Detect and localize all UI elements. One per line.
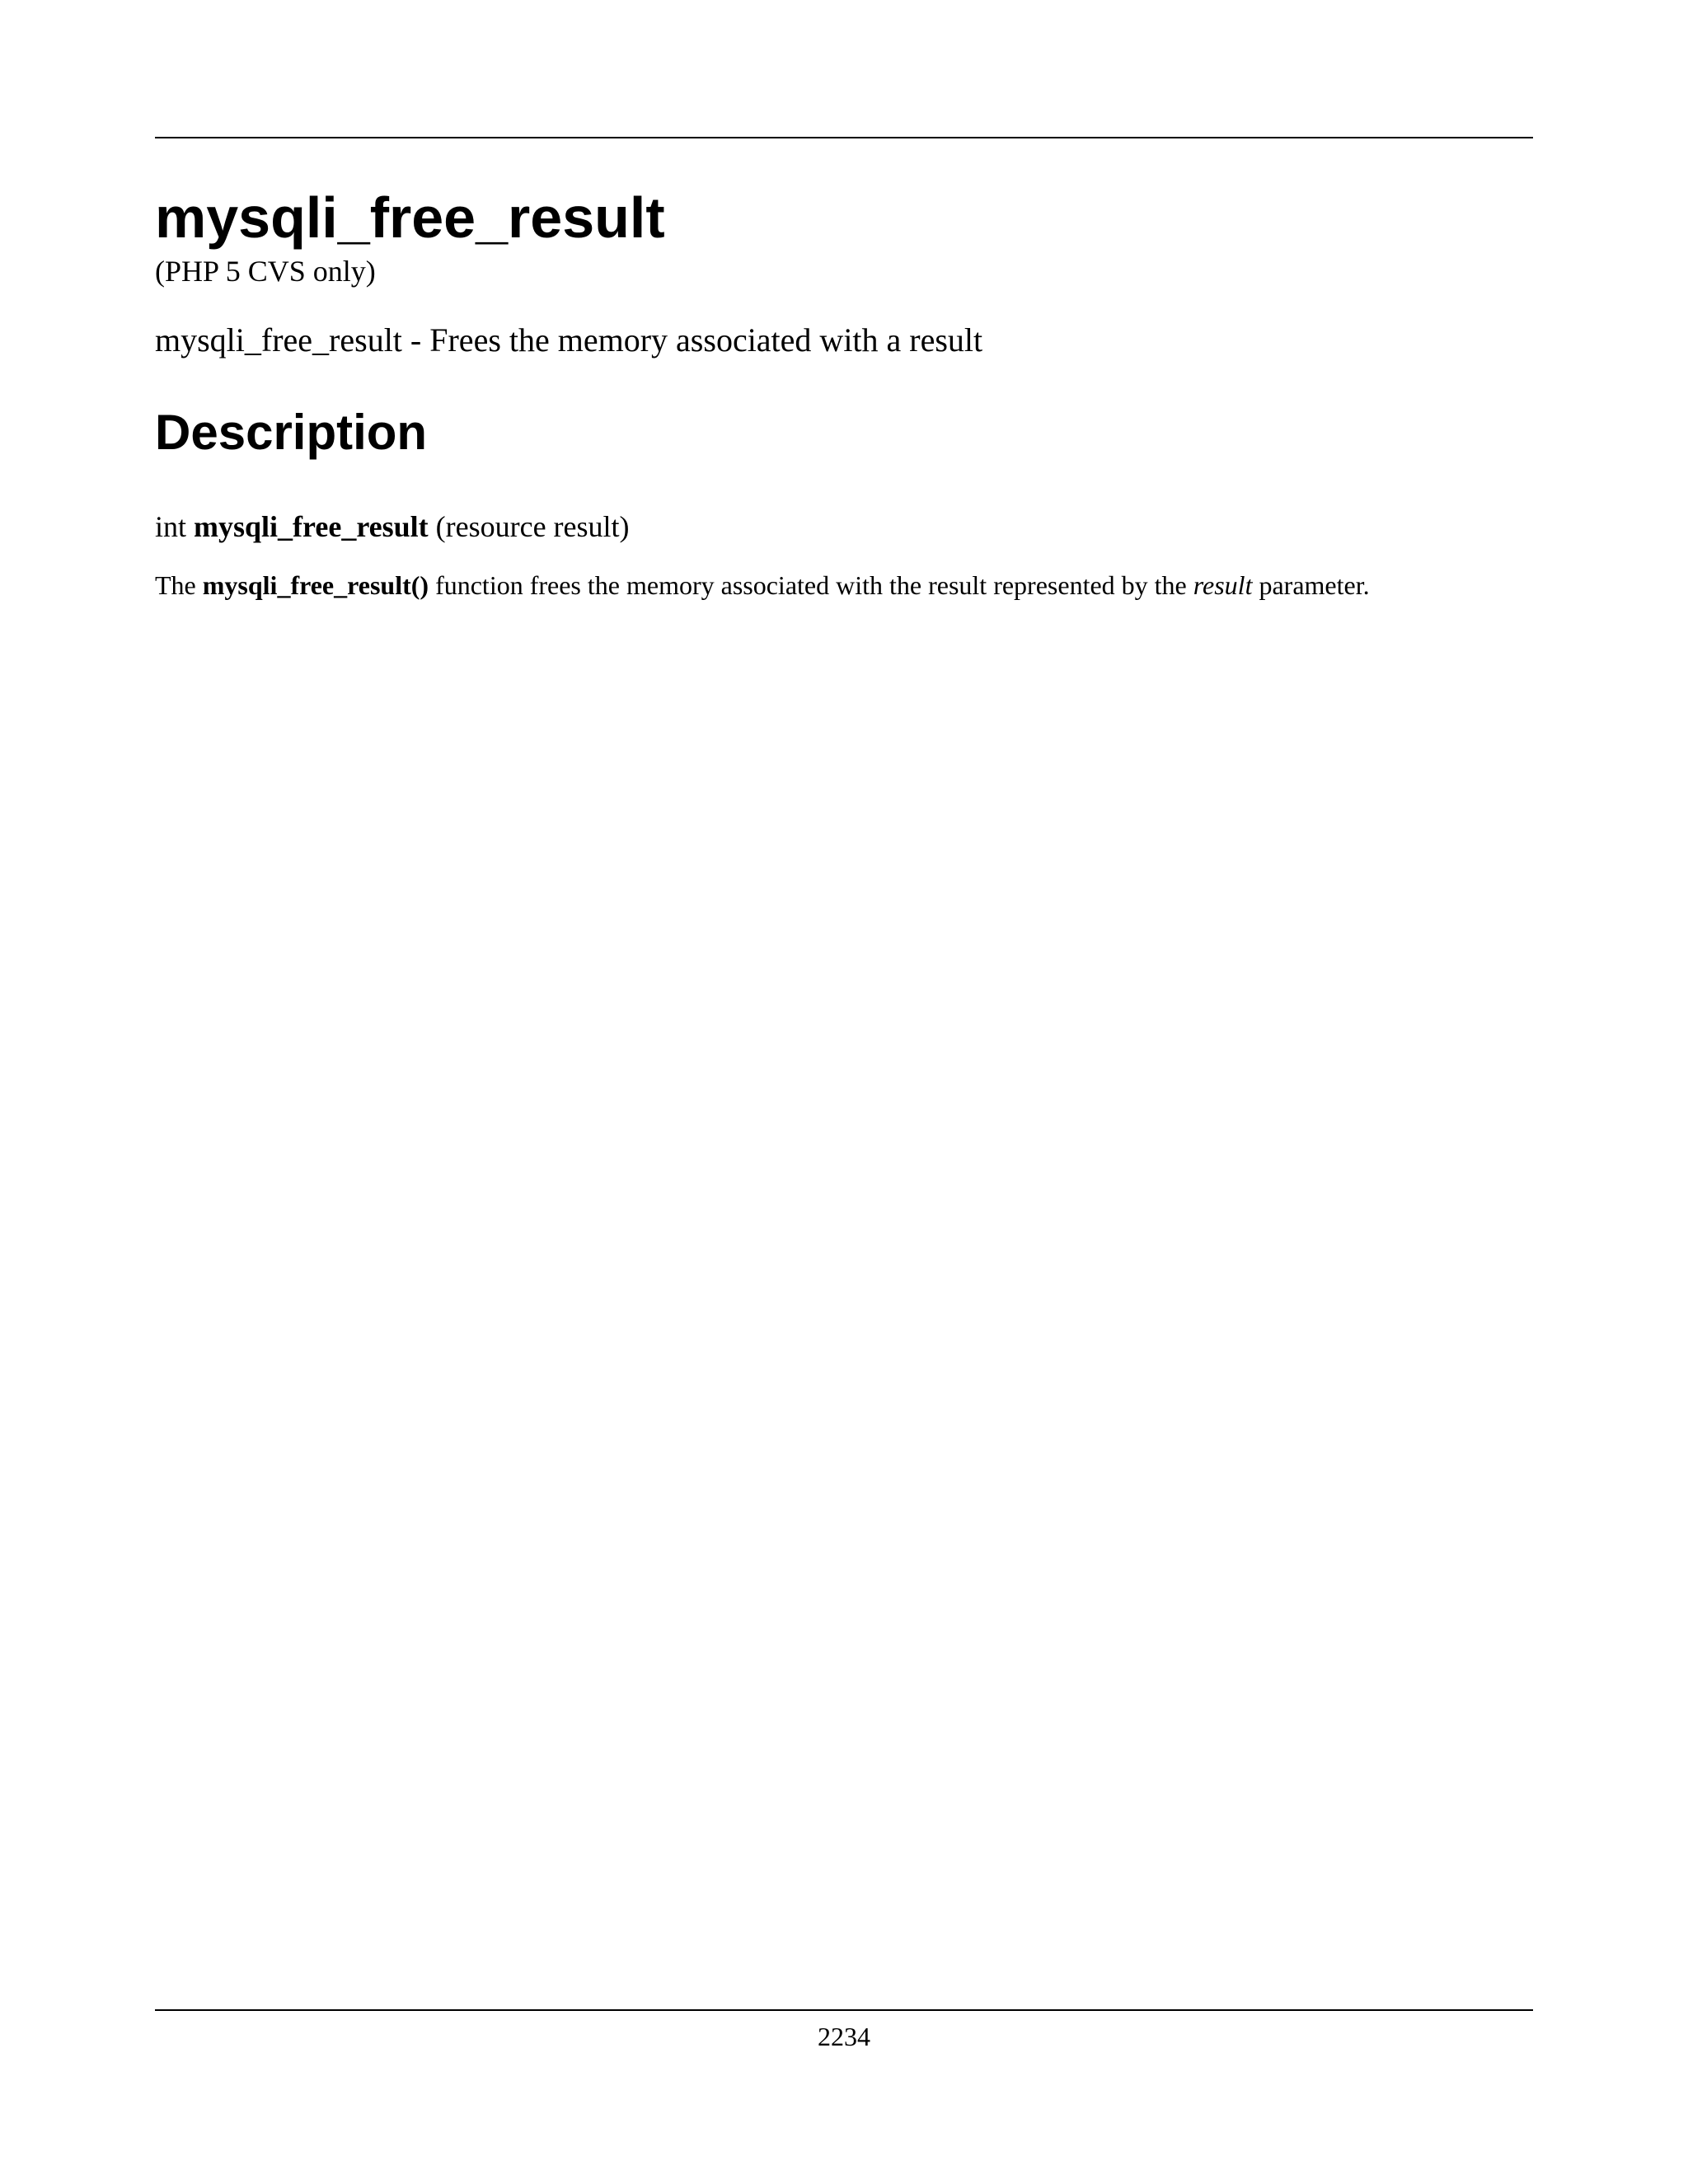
description-text-3: parameter.: [1259, 570, 1370, 600]
function-synopsis: [155, 509, 630, 545]
version-info: (PHP 5 CVS only): [155, 255, 376, 288]
page-title: mysqli_free_result: [155, 185, 665, 250]
function-summary: mysqli_free_result - Frees the memory associated with a result: [155, 321, 983, 359]
synopsis-return-type: int: [155, 510, 187, 543]
description-text-2: function frees the memory associated with the result represented by the: [435, 570, 1187, 600]
page-number: [0, 2001, 1688, 2051]
parameter-reference: result: [1193, 570, 1253, 600]
synopsis-function-name: mysqli_free_result: [194, 510, 429, 543]
page-number-text: 2234: [818, 2022, 870, 2051]
header-rule: [155, 137, 1533, 138]
synopsis-params: (resource result): [435, 510, 630, 543]
description-text-1: The: [155, 570, 196, 600]
function-reference: mysqli_free_result(): [202, 570, 429, 600]
description-paragraph: [155, 569, 1370, 602]
section-heading-description: Description: [155, 405, 428, 460]
